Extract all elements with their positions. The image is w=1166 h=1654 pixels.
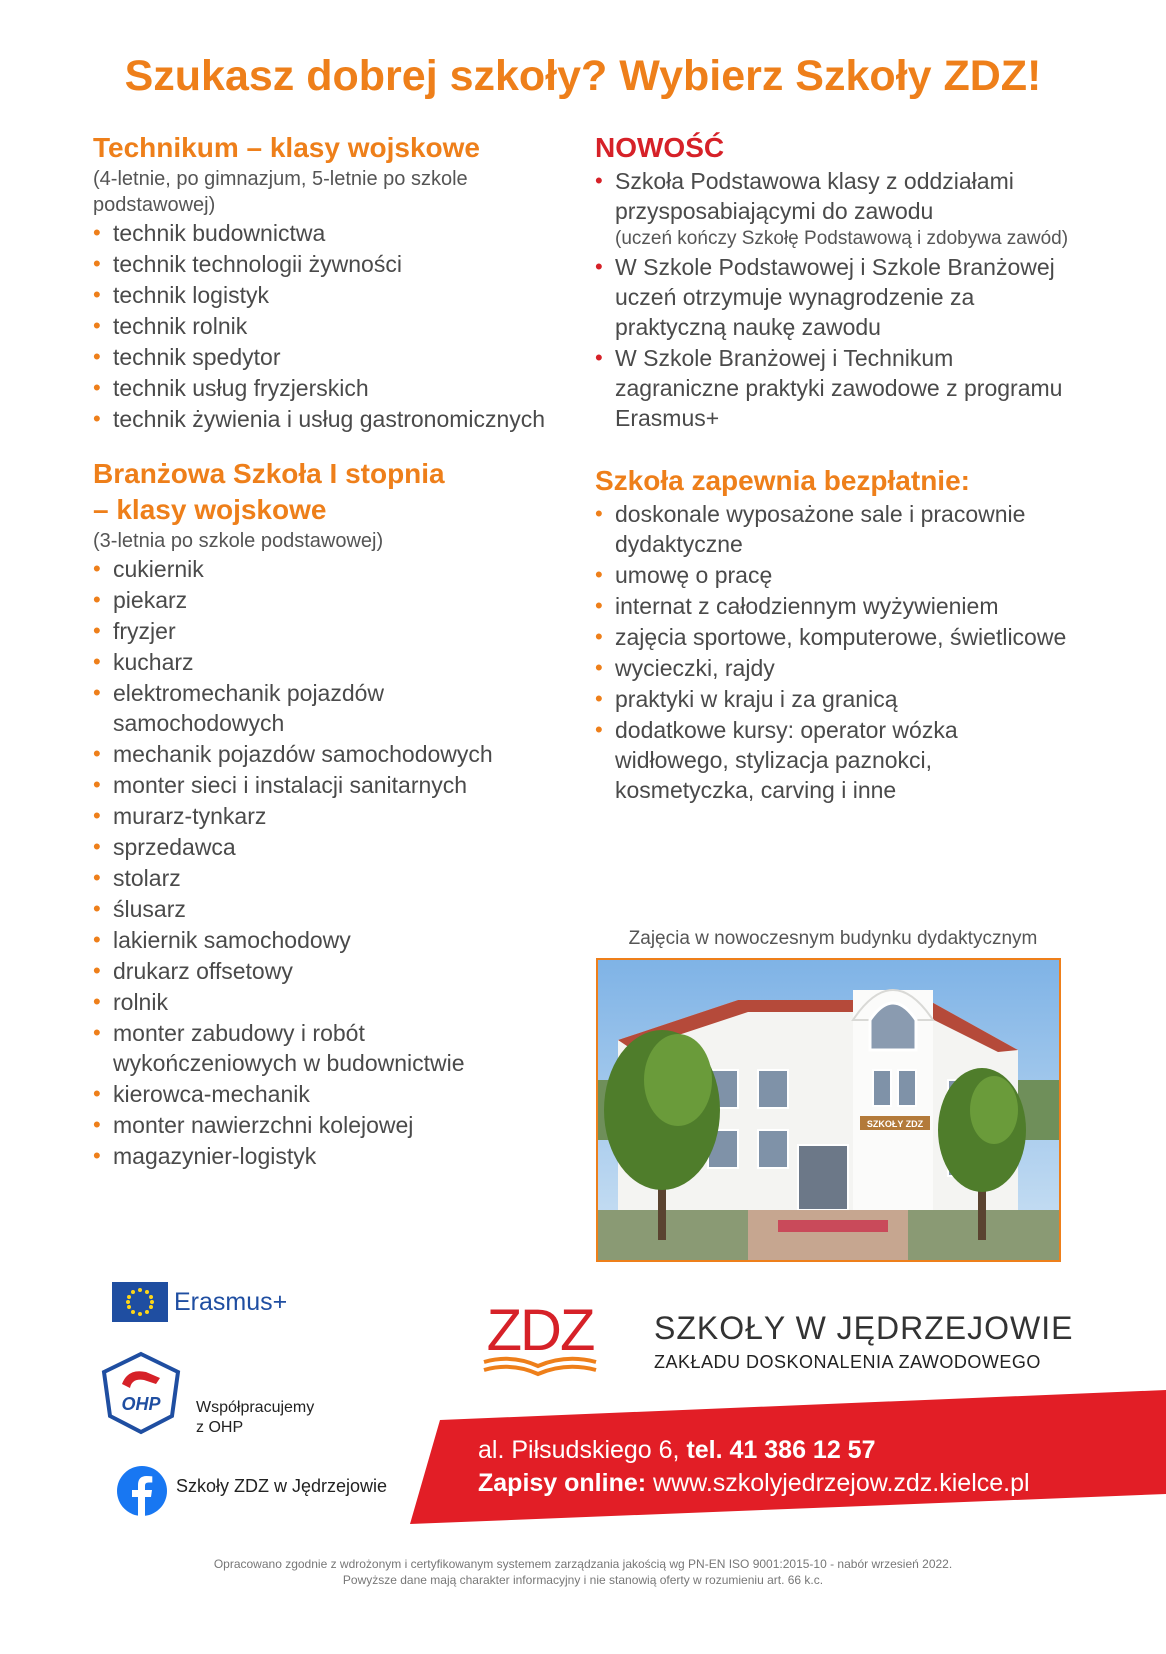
photo-caption: Zajęcia w nowoczesnym budynku dydaktycznym	[628, 928, 1038, 949]
bullet-icon: •	[93, 896, 101, 921]
building-photo	[596, 958, 1061, 1262]
technikum-subtitle: (4-letnie, po gimnazjum, 5-letnie po szkole podstawowej)	[93, 168, 468, 216]
facebook-link[interactable]: Szkoły ZDZ w Jędrzejowie	[176, 1476, 388, 1496]
list-item: • technik budownictwa	[93, 220, 326, 246]
bullet-icon: •	[93, 220, 101, 245]
footer-line-1: Opracowano zgodnie z wdrożonym i certyfikowanym systemem zarządzania jakością wg PN-EN ISO 9001:2015-10 - nabór wrzesień 2022.	[213, 1557, 953, 1571]
list-item: • technik usług fryzjerskich	[93, 375, 369, 401]
list-item: • kucharz	[93, 649, 194, 675]
bullet-icon: •	[93, 741, 101, 766]
contact-signup-line	[478, 1467, 1030, 1500]
org-subtitle: ZAKŁADU DOSKONALENIA ZAWODOWEGO	[654, 1352, 1041, 1372]
list-item: • cukiernik	[93, 556, 204, 582]
bullet-icon: •	[595, 624, 603, 649]
list-item: • technik technologii żywności	[93, 251, 402, 277]
list-item: • monter nawierzchni kolejowej	[93, 1112, 414, 1138]
list-item: • Szkoła Podstawowa klasy z oddziałami przysposabiającymi do zawodu (uczeń kończy Szkołę Podstawową i zdobywa zawód)	[595, 166, 1075, 251]
branzowa-subtitle: (3-letnia po szkole podstawowej)	[93, 530, 384, 552]
list-item: • wycieczki, rajdy	[595, 655, 775, 681]
list-item: • monter sieci i instalacji sanitarnych	[93, 772, 468, 798]
building-sign: SZKOŁY ZDZ	[866, 1119, 924, 1129]
erasmus-logo	[112, 1282, 312, 1324]
bullet-icon: •	[93, 649, 101, 674]
list-item: • magazynier-logistyk	[93, 1143, 317, 1169]
list-item: • doskonale wyposażone sale i pracownie dydaktyczne	[595, 501, 1026, 557]
list-item: • ślusarz	[93, 896, 186, 922]
address: al. Piłsudskiego 6,	[478, 1436, 687, 1464]
bullet-icon: •	[595, 717, 603, 742]
ohp-badge-icon	[98, 1350, 184, 1436]
bullet-icon: •	[93, 1081, 101, 1106]
facebook-icon[interactable]	[117, 1466, 167, 1516]
zapewnia-list	[595, 499, 1075, 805]
list-item: • W Szkole Branżowej i Technikum zagraniczne praktyki zawodowe z programu Erasmus+	[595, 345, 1063, 431]
org-name: SZKOŁY W JĘDRZEJOWIE	[654, 1310, 1074, 1346]
bullet-icon: •	[93, 406, 101, 431]
list-item: • stolarz	[93, 865, 181, 891]
list-item: • lakiernik samochodowy	[93, 927, 351, 953]
bullet-icon: •	[93, 251, 101, 276]
bullet-icon: •	[595, 501, 603, 526]
bullet-icon: •	[93, 680, 101, 705]
branzowa-title-line2: – klasy wojskowe	[93, 494, 327, 525]
bullet-icon: •	[595, 655, 603, 680]
list-item: • zajęcia sportowe, komputerowe, świetlicowe	[595, 624, 1067, 650]
bullet-icon: •	[93, 1020, 101, 1045]
list-item: • elektromechanik pojazdów samochodowych	[93, 680, 385, 736]
bullet-icon: •	[595, 593, 603, 618]
technikum-title: Technikum – klasy wojskowe	[93, 132, 480, 163]
eu-flag-icon	[112, 1282, 168, 1322]
zdz-logo-text: ZDZ	[486, 1300, 594, 1363]
nowosc-note: (uczeń kończy Szkołę Podstawową i zdobywa zawód)	[615, 228, 1069, 249]
bullet-icon: •	[93, 989, 101, 1014]
list-item: • W Szkole Podstawowej i Szkole Branżowej uczeń otrzymuje wynagrodzenie za praktyczną naukę zawodu	[595, 254, 1055, 340]
bullet-icon: •	[93, 803, 101, 828]
technikum-list	[93, 218, 553, 434]
list-item: • umowę o pracę	[595, 562, 773, 588]
signup-label: Zapisy online:	[478, 1469, 654, 1497]
footer-disclaimer	[0, 1556, 1166, 1588]
list-item: • technik rolnik	[93, 313, 248, 339]
bullet-icon: •	[93, 282, 101, 307]
bullet-icon: •	[595, 168, 603, 193]
list-item: • sprzedawca	[93, 834, 236, 860]
list-item: • drukarz offsetowy	[93, 958, 293, 984]
bullet-icon: •	[93, 556, 101, 581]
branzowa-title-line1: Branżowa Szkoła I stopnia	[93, 458, 445, 489]
bullet-icon: •	[93, 927, 101, 952]
bullet-icon: •	[595, 686, 603, 711]
list-item: • fryzjer	[93, 618, 176, 644]
bullet-icon: •	[93, 772, 101, 797]
bullet-icon: •	[93, 1112, 101, 1137]
phone-number[interactable]: tel. 41 386 12 57	[686, 1436, 876, 1464]
contact-address-line	[478, 1434, 1030, 1467]
list-item: • kierowca-mechanik	[93, 1081, 310, 1107]
list-item: • technik żywienia i usług gastronomicznych	[93, 406, 546, 432]
bullet-icon: •	[595, 345, 603, 370]
bullet-icon: •	[93, 865, 101, 890]
nowosc-title: NOWOŚĆ	[595, 132, 725, 163]
bullet-icon: •	[595, 254, 603, 279]
list-item: • piekarz	[93, 587, 188, 613]
left-column	[93, 130, 553, 1172]
bullet-icon: •	[93, 834, 101, 859]
zdz-logo	[476, 1300, 604, 1378]
right-column	[595, 130, 1075, 806]
ohp-badge-text: OHP	[121, 1394, 161, 1414]
list-item: • rolnik	[93, 989, 168, 1015]
page-headline: Szukasz dobrej szkoły? Wybierz Szkoły ZDZ!	[124, 52, 1042, 100]
bullet-icon: •	[93, 618, 101, 643]
list-item: • monter zabudowy i robót wykończeniowych w budownictwie	[93, 1020, 465, 1076]
list-item: • praktyki w kraju i za granicą	[595, 686, 898, 712]
list-item: • internat z całodziennym wyżywieniem	[595, 593, 999, 619]
list-item: • mechanik pojazdów samochodowych	[93, 741, 493, 767]
bullet-icon: •	[93, 1143, 101, 1168]
footer-line-2: Powyższe dane mają charakter informacyjny i nie stanowią oferty w rozumieniu art. 66 k.c.	[342, 1573, 824, 1587]
bullet-icon: •	[595, 562, 603, 587]
bullet-icon: •	[93, 587, 101, 612]
ohp-logo	[98, 1350, 184, 1436]
contact-block	[478, 1434, 1030, 1500]
branzowa-list	[93, 554, 553, 1171]
ohp-caption: Współpracujemy z OHP	[196, 1399, 315, 1436]
erasmus-label: Erasmus+	[174, 1288, 288, 1316]
bullet-icon: •	[93, 375, 101, 400]
bullet-icon: •	[93, 344, 101, 369]
bullet-icon: •	[93, 958, 101, 983]
website-link[interactable]: www.szkolyjedrzejow.zdz.kielce.pl	[653, 1469, 1030, 1497]
list-item: • murarz-tynkarz	[93, 803, 267, 829]
zapewnia-title: Szkoła zapewnia bezpłatnie:	[595, 465, 970, 496]
list-item: • dodatkowe kursy: operator wózka widłowego, stylizacja paznokci, kosmetyczka, carving i inne	[595, 717, 958, 803]
nowosc-list	[595, 166, 1075, 433]
list-item: • technik spedytor	[93, 344, 281, 370]
bullet-icon: •	[93, 313, 101, 338]
list-item: • technik logistyk	[93, 282, 269, 308]
building-illustration	[598, 960, 1061, 1262]
